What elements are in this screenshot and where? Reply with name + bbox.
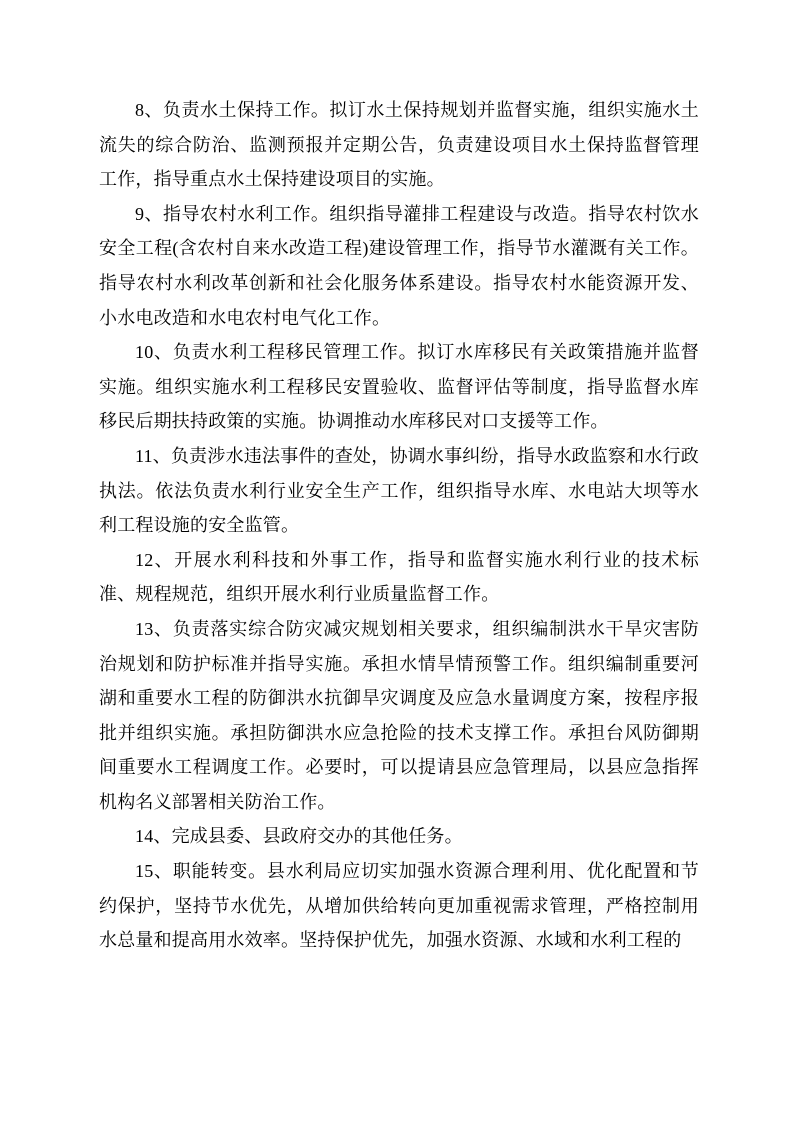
paragraph-item-13: 13、负责落实综合防灾减灾规划相关要求，组织编制洪水干旱灾害防治规划和防护标准并指导实施。承担水情旱情预警工作。组织编制重要河湖和重要水工程的防御洪水抗御旱灾调度及应急水量调度方案，按程序报批并组织实施。承担防御洪水应急抢险的技术支撑工作。承担台风防御期间重要水工程调度工作。必要时，可以提请县应急管理局，以县应急指挥机构名义部署相关防治工作。 (99, 618, 699, 812)
paragraph-item-8: 8、负责水土保持工作。拟订水土保持规划并监督实施，组织实施水土流失的综合防治、监测预报并定期公告，负责建设项目水土保持监督管理工作，指导重点水土保持建设项目的实施。 (99, 100, 699, 190)
paragraph-item-12: 12、开展水利科技和外事工作，指导和监督实施水利行业的技术标准、规程规范，组织开展水利行业质量监督工作。 (99, 549, 699, 605)
paragraph-item-11: 11、负责涉水违法事件的查处，协调水事纠纷，指导水政监察和水行政执法。依法负责水利行业安全生产工作，组织指导水库、水电站大坝等水利工程设施的安全监管。 (99, 445, 699, 536)
paragraph-item-14: 14、完成县委、县政府交办的其他任务。 (135, 826, 463, 847)
paragraph-item-10: 10、负责水利工程移民管理工作。拟订水库移民有关政策措施并监督实施。组织实施水利工程移民安置验收、监督评估等制度，指导监督水库移民后期扶持政策的实施。协调推动水库移民对口支援等工作。 (99, 342, 699, 432)
paragraph-item-9: 9、指导农村水利工作。组织指导灌排工程建设与改造。指导农村饮水安全工程(含农村自来水改造工程)建设管理工作，指导节水灌溉有关工作。指导农村水利改革创新和社会化服务体系建设。指导农村水能资源开发、小水电改造和水电农村电气化工作。 (99, 203, 699, 328)
document-body (99, 93, 699, 958)
paragraph-item-15: 15、职能转变。县水利局应切实加强水资源合理利用、优化配置和节约保护，坚持节水优先，从增加供给转向更加重视需求管理，严格控制用水总量和提高用水效率。坚持保护优先，加强水资源、水域和水利工程的 (99, 861, 699, 951)
